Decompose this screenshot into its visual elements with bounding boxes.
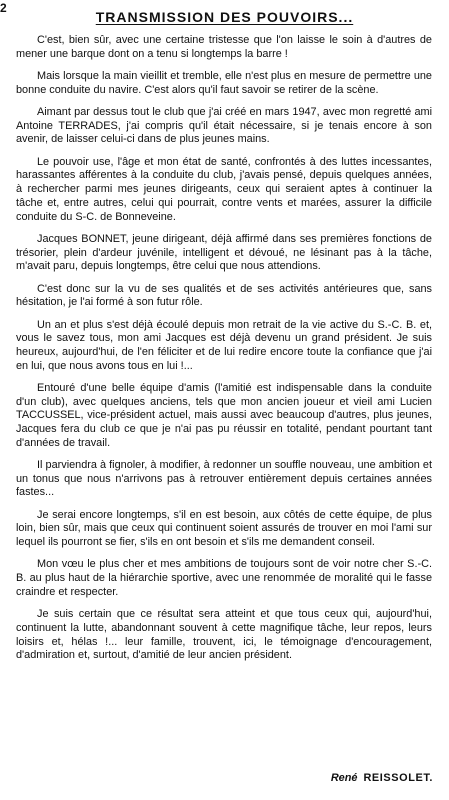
paragraph: C'est donc sur la vu de ses qualités et de ses activités antérieures que, sans hésitation, je l'ai formé à son futur rôle. bbox=[16, 282, 432, 309]
page-number: 2 bbox=[0, 1, 7, 15]
signature-first-name: René bbox=[330, 772, 358, 784]
article-body bbox=[16, 34, 432, 672]
article-title: TRANSMISSION DES POUVOIRS... bbox=[95, 9, 354, 25]
paragraph: Le pouvoir use, l'âge et mon état de santé, confrontés à des luttes incessantes, harassantes afférentes à la conduite du club, j'avais pensé, depuis quelques années, à rechercher parmi mes jeunes dirigeants, ceux qui seraient aptes à continuer la tâche et, entre autres, celui qui pourrait, contre vents et marées, assurer la difficile conduite du S-C. de Bonneveine. bbox=[16, 155, 432, 223]
paragraph: Jacques BONNET, jeune dirigeant, déjà affirmé dans ses premières fonctions de trésorier, plein d'ardeur juvénile, intelligent et dévoué, ne lésinant pas à la tâche, m'avait paru, depuis longtemps, être celui que nous attendions. bbox=[16, 232, 432, 273]
paragraph: Je suis certain que ce résultat sera atteint et que tous ceux qui, aujourd'hui, continuent la lutte, abandonnant souvent à cette magnifique tâche, leur repos, leurs loisirs et, hélas !... leur famille, trouvent, ici, le témoignage d'encouragement, d'admiration et, surtout, d'amitié de leur ancien président. bbox=[16, 608, 432, 662]
paragraph: Un an et plus s'est déjà écoulé depuis mon retrait de la vie active du S.-C. B. et, vous le savez tous, mon ami Jacques est déjà devenu un grand président. Je suis heureux, aujourd'hui, de l'en féliciter et de lui redire encore toute la confiance que j'ai en lui, que nous avons tous en lui !... bbox=[16, 318, 432, 372]
paragraph: Il parviendra à fignoler, à modifier, à redonner un souffle nouveau, une ambition et un tonus que nous n'arrivons pas à retrouver entièrement depuis certaines années fastes... bbox=[16, 459, 432, 499]
paragraph: Aimant par dessus tout le club que j'ai créé en mars 1947, avec mon regretté ami Antoine TERRADES, j'ai compris qu'il était nécessaire, si je tenais encore à son avenir, de laisser celui-ci dans de plus jeunes mains. bbox=[16, 106, 432, 146]
paragraph: C'est, bien sûr, avec une certaine tristesse que l'on laisse le soin à d'autres de mener une barque dont on a tenu si longtemps la barre ! bbox=[16, 34, 432, 60]
signature bbox=[331, 772, 433, 784]
paragraph: Mon vœu le plus cher et mes ambitions de toujours sont de voir notre cher S.-C. B. au plus haut de la hiérarchie sportive, avec une renommée de moralité qui le fasse craindre et respecter. bbox=[16, 558, 432, 598]
paragraph: Mais lorsque la main vieillit et tremble, elle n'est plus en mesure de permettre une bonne conduite du navire. C'est alors qu'il faut savoir se retirer de la scène. bbox=[16, 70, 432, 96]
signature-last-name: REISSOLET. bbox=[363, 772, 433, 784]
paragraph: Entouré d'une belle équipe d'amis (l'amitié est indispensable dans la conduite d'un club), avec quelques anciens, tels que mon ancien joueur et vieil ami Lucien TACCUSSEL, vice-président actuel, mais aussi avec beaucoup d'autres, plus jeunes, Jacques fera du club ce que je n'ai pas pu réussir en totalité, pendant pourtant tant d'années de travail. bbox=[16, 381, 432, 449]
paragraph: Je serai encore longtemps, s'il en est besoin, aux côtés de cette équipe, de plus loin, bien sûr, mais que ceux qui continuent soient assurés de trouver en moi l'ami sur lequel ils pourront se fier, s'ils en ont besoin et s'ils me demandent conseil. bbox=[16, 508, 432, 549]
